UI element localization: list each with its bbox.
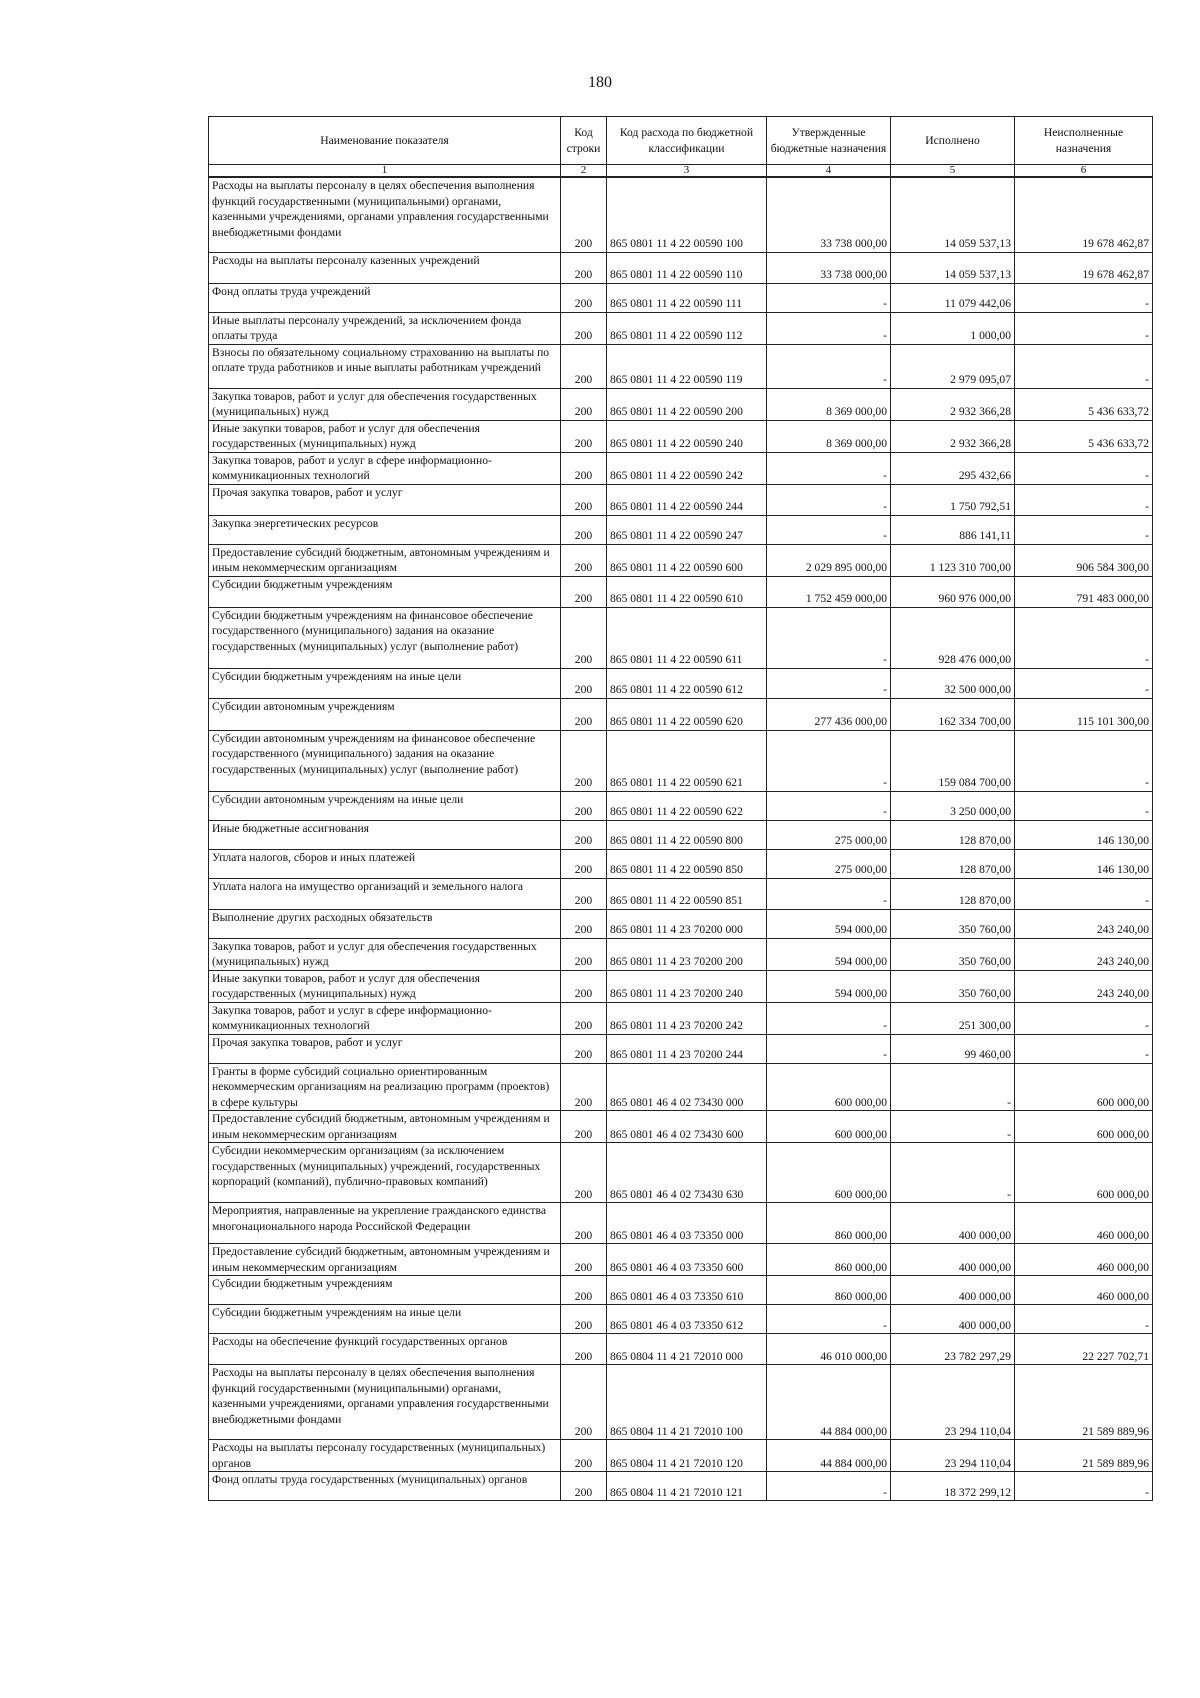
row-unexecuted-amount: 243 240,00 — [1015, 970, 1153, 1002]
row-indicator-name: Фонд оплаты труда учреждений — [209, 283, 561, 312]
header-line-code: Код строки — [561, 117, 607, 165]
row-expense-code: 865 0801 11 4 23 70200 200 — [607, 938, 767, 970]
row-approved-amount: - — [767, 1002, 891, 1034]
row-expense-code: 865 0801 46 4 03 73350 600 — [607, 1244, 767, 1276]
row-line-code: 200 — [561, 177, 607, 252]
row-expense-code: 865 0801 11 4 22 00590 610 — [607, 576, 767, 607]
row-unexecuted-amount: - — [1015, 1002, 1153, 1034]
row-expense-code: 865 0801 11 4 23 70200 000 — [607, 909, 767, 938]
row-line-code: 200 — [561, 252, 607, 283]
table-row — [209, 791, 1153, 820]
row-expense-code: 865 0801 11 4 22 00590 620 — [607, 698, 767, 730]
row-indicator-name: Субсидии автономным учреждениям на иные цели — [209, 791, 561, 820]
row-approved-amount: 594 000,00 — [767, 970, 891, 1002]
row-executed-amount: 1 123 310 700,00 — [891, 544, 1015, 576]
row-approved-amount: - — [767, 730, 891, 791]
row-expense-code: 865 0801 11 4 22 00590 611 — [607, 607, 767, 668]
table-row — [209, 698, 1153, 730]
table-row — [209, 576, 1153, 607]
row-unexecuted-amount: 460 000,00 — [1015, 1203, 1153, 1244]
row-approved-amount: 44 884 000,00 — [767, 1365, 891, 1440]
row-unexecuted-amount: - — [1015, 878, 1153, 909]
row-executed-amount: - — [891, 1111, 1015, 1143]
row-approved-amount: 8 369 000,00 — [767, 388, 891, 420]
row-line-code: 200 — [561, 1276, 607, 1305]
row-executed-amount: 128 870,00 — [891, 878, 1015, 909]
row-approved-amount: - — [767, 607, 891, 668]
row-approved-amount: - — [767, 515, 891, 544]
header-indicator-name: Наименование показателя — [209, 117, 561, 165]
row-expense-code: 865 0801 11 4 22 00590 100 — [607, 177, 767, 252]
row-line-code: 200 — [561, 484, 607, 515]
row-executed-amount: 14 059 537,13 — [891, 177, 1015, 252]
row-unexecuted-amount: 5 436 633,72 — [1015, 420, 1153, 452]
row-indicator-name: Предоставление субсидий бюджетным, автономным учреждениям и иным некоммерческим организациям — [209, 1111, 561, 1143]
row-expense-code: 865 0804 11 4 21 72010 100 — [607, 1365, 767, 1440]
row-unexecuted-amount: 21 589 889,96 — [1015, 1440, 1153, 1472]
row-expense-code: 865 0801 11 4 23 70200 244 — [607, 1034, 767, 1063]
row-line-code: 200 — [561, 1472, 607, 1501]
row-executed-amount: 350 760,00 — [891, 938, 1015, 970]
row-indicator-name: Выполнение других расходных обязательств — [209, 909, 561, 938]
table-row — [209, 177, 1153, 252]
row-expense-code: 865 0801 46 4 02 73430 630 — [607, 1143, 767, 1203]
row-line-code: 200 — [561, 344, 607, 388]
table-row — [209, 420, 1153, 452]
row-executed-amount: 128 870,00 — [891, 849, 1015, 878]
table-row — [209, 668, 1153, 698]
row-approved-amount: 33 738 000,00 — [767, 177, 891, 252]
row-expense-code: 865 0801 11 4 22 00590 200 — [607, 388, 767, 420]
row-approved-amount: 44 884 000,00 — [767, 1440, 891, 1472]
row-executed-amount: 400 000,00 — [891, 1244, 1015, 1276]
table-row — [209, 938, 1153, 970]
row-expense-code: 865 0801 11 4 22 00590 622 — [607, 791, 767, 820]
row-approved-amount: - — [767, 878, 891, 909]
row-approved-amount: 860 000,00 — [767, 1276, 891, 1305]
row-unexecuted-amount: 21 589 889,96 — [1015, 1365, 1153, 1440]
row-unexecuted-amount: 600 000,00 — [1015, 1063, 1153, 1111]
table-row — [209, 388, 1153, 420]
row-unexecuted-amount: 460 000,00 — [1015, 1244, 1153, 1276]
table-row — [209, 1440, 1153, 1472]
row-indicator-name: Прочая закупка товаров, работ и услуг — [209, 1034, 561, 1063]
row-approved-amount: 860 000,00 — [767, 1244, 891, 1276]
row-expense-code: 865 0801 11 4 23 70200 240 — [607, 970, 767, 1002]
table-row — [209, 1305, 1153, 1334]
table-row — [209, 878, 1153, 909]
row-executed-amount: 350 760,00 — [891, 970, 1015, 1002]
table-row — [209, 1244, 1153, 1276]
row-approved-amount: 594 000,00 — [767, 909, 891, 938]
row-indicator-name: Субсидии бюджетным учреждениям на иные цели — [209, 1305, 561, 1334]
header-executed: Исполнено — [891, 117, 1015, 165]
row-expense-code: 865 0801 11 4 22 00590 112 — [607, 312, 767, 344]
row-unexecuted-amount: - — [1015, 730, 1153, 791]
row-line-code: 200 — [561, 878, 607, 909]
table-row — [209, 1063, 1153, 1111]
row-approved-amount: 8 369 000,00 — [767, 420, 891, 452]
row-line-code: 200 — [561, 576, 607, 607]
row-approved-amount: - — [767, 312, 891, 344]
row-approved-amount: - — [767, 668, 891, 698]
row-indicator-name: Субсидии бюджетным учреждениям — [209, 1276, 561, 1305]
row-approved-amount: - — [767, 344, 891, 388]
row-executed-amount: 14 059 537,13 — [891, 252, 1015, 283]
row-indicator-name: Фонд оплаты труда государственных (муниципальных) органов — [209, 1472, 561, 1501]
row-unexecuted-amount: 600 000,00 — [1015, 1143, 1153, 1203]
row-indicator-name: Закупка энергетических ресурсов — [209, 515, 561, 544]
row-approved-amount: - — [767, 452, 891, 484]
row-indicator-name: Закупка товаров, работ и услуг в сфере информационно-коммуникационных технологий — [209, 1002, 561, 1034]
row-expense-code: 865 0801 11 4 22 00590 800 — [607, 820, 767, 849]
table-row — [209, 1276, 1153, 1305]
row-indicator-name: Расходы на выплаты персоналу в целях обеспечения выполнения функций государственными (муниципальными) органами, казенными учреждениями, органами управления государственными внебюджетными фондами — [209, 1365, 561, 1440]
row-unexecuted-amount: - — [1015, 312, 1153, 344]
row-indicator-name: Уплата налогов, сборов и иных платежей — [209, 849, 561, 878]
row-expense-code: 865 0804 11 4 21 72010 120 — [607, 1440, 767, 1472]
row-unexecuted-amount: - — [1015, 484, 1153, 515]
row-unexecuted-amount: - — [1015, 1034, 1153, 1063]
row-executed-amount: 1 000,00 — [891, 312, 1015, 344]
column-number-row — [209, 165, 1153, 178]
row-indicator-name: Прочая закупка товаров, работ и услуг — [209, 484, 561, 515]
row-expense-code: 865 0801 11 4 22 00590 242 — [607, 452, 767, 484]
table-row — [209, 312, 1153, 344]
row-executed-amount: 23 782 297,29 — [891, 1334, 1015, 1365]
row-executed-amount: 400 000,00 — [891, 1203, 1015, 1244]
row-line-code: 200 — [561, 515, 607, 544]
column-number: 6 — [1015, 165, 1153, 178]
row-indicator-name: Расходы на выплаты персоналу в целях обеспечения выполнения функций государственными (муниципальными) органами, казенными учреждениями, органами управления государственными внебюджетными фондами — [209, 177, 561, 252]
column-number: 1 — [209, 165, 561, 178]
row-approved-amount: 600 000,00 — [767, 1063, 891, 1111]
row-approved-amount: - — [767, 1472, 891, 1501]
row-line-code: 200 — [561, 312, 607, 344]
row-unexecuted-amount: - — [1015, 791, 1153, 820]
row-unexecuted-amount: 115 101 300,00 — [1015, 698, 1153, 730]
row-indicator-name: Закупка товаров, работ и услуг в сфере информационно-коммуникационных технологий — [209, 452, 561, 484]
row-indicator-name: Расходы на обеспечение функций государственных органов — [209, 1334, 561, 1365]
row-unexecuted-amount: 243 240,00 — [1015, 938, 1153, 970]
table-row — [209, 820, 1153, 849]
row-indicator-name: Закупка товаров, работ и услуг для обеспечения государственных (муниципальных) нужд — [209, 388, 561, 420]
header-unexecuted: Неисполненные назначения — [1015, 117, 1153, 165]
row-unexecuted-amount: 146 130,00 — [1015, 849, 1153, 878]
table-row — [209, 544, 1153, 576]
row-executed-amount: 928 476 000,00 — [891, 607, 1015, 668]
row-executed-amount: 960 976 000,00 — [891, 576, 1015, 607]
table-row — [209, 1365, 1153, 1440]
row-executed-amount: 2 932 366,28 — [891, 420, 1015, 452]
row-line-code: 200 — [561, 544, 607, 576]
row-approved-amount: - — [767, 484, 891, 515]
row-indicator-name: Расходы на выплаты персоналу государственных (муниципальных) органов — [209, 1440, 561, 1472]
row-unexecuted-amount: - — [1015, 1305, 1153, 1334]
row-unexecuted-amount: 600 000,00 — [1015, 1111, 1153, 1143]
row-indicator-name: Гранты в форме субсидий социально ориентированным некоммерческим организациям на реализацию программ (проектов) в сфере культуры — [209, 1063, 561, 1111]
row-line-code: 200 — [561, 1063, 607, 1111]
row-expense-code: 865 0801 11 4 22 00590 621 — [607, 730, 767, 791]
row-approved-amount: - — [767, 1034, 891, 1063]
page-number: 180 — [588, 74, 612, 91]
row-approved-amount: 277 436 000,00 — [767, 698, 891, 730]
row-executed-amount: 23 294 110,04 — [891, 1365, 1015, 1440]
row-unexecuted-amount: 19 678 462,87 — [1015, 252, 1153, 283]
row-unexecuted-amount: - — [1015, 1472, 1153, 1501]
row-approved-amount: - — [767, 283, 891, 312]
table-row — [209, 730, 1153, 791]
row-line-code: 200 — [561, 1143, 607, 1203]
row-line-code: 200 — [561, 698, 607, 730]
row-expense-code: 865 0801 11 4 22 00590 247 — [607, 515, 767, 544]
row-executed-amount: 159 084 700,00 — [891, 730, 1015, 791]
row-executed-amount: 2 979 095,07 — [891, 344, 1015, 388]
row-executed-amount: 162 334 700,00 — [891, 698, 1015, 730]
column-number: 3 — [607, 165, 767, 178]
row-unexecuted-amount: - — [1015, 283, 1153, 312]
budget-execution-table — [208, 116, 1153, 1501]
row-approved-amount: 275 000,00 — [767, 849, 891, 878]
header-row — [209, 117, 1153, 165]
row-indicator-name: Расходы на выплаты персоналу казенных учреждений — [209, 252, 561, 283]
row-line-code: 200 — [561, 1440, 607, 1472]
table-row — [209, 252, 1153, 283]
row-expense-code: 865 0801 46 4 02 73430 000 — [607, 1063, 767, 1111]
row-line-code: 200 — [561, 849, 607, 878]
row-line-code: 200 — [561, 1111, 607, 1143]
column-number: 5 — [891, 165, 1015, 178]
row-approved-amount: - — [767, 791, 891, 820]
row-executed-amount: 11 079 442,06 — [891, 283, 1015, 312]
row-indicator-name: Субсидии автономным учреждениям на финансовое обеспечение государственного (муниципального) задания на оказание государственных (муниципальных) услуг (выполнение работ) — [209, 730, 561, 791]
row-expense-code: 865 0801 11 4 22 00590 244 — [607, 484, 767, 515]
row-unexecuted-amount: 243 240,00 — [1015, 909, 1153, 938]
row-line-code: 200 — [561, 283, 607, 312]
row-expense-code: 865 0801 11 4 23 70200 242 — [607, 1002, 767, 1034]
row-line-code: 200 — [561, 1305, 607, 1334]
row-unexecuted-amount: 146 130,00 — [1015, 820, 1153, 849]
row-executed-amount: 23 294 110,04 — [891, 1440, 1015, 1472]
table-row — [209, 970, 1153, 1002]
row-expense-code: 865 0801 46 4 03 73350 000 — [607, 1203, 767, 1244]
row-indicator-name: Взносы по обязательному социальному страхованию на выплаты по оплате труда работников и иные выплаты работникам учреждений — [209, 344, 561, 388]
row-line-code: 200 — [561, 909, 607, 938]
row-executed-amount: 3 250 000,00 — [891, 791, 1015, 820]
row-expense-code: 865 0804 11 4 21 72010 000 — [607, 1334, 767, 1365]
row-line-code: 200 — [561, 970, 607, 1002]
row-line-code: 200 — [561, 1034, 607, 1063]
row-line-code: 200 — [561, 668, 607, 698]
table-row — [209, 1472, 1153, 1501]
row-indicator-name: Предоставление субсидий бюджетным, автономным учреждениям и иным некоммерческим организациям — [209, 1244, 561, 1276]
row-indicator-name: Иные закупки товаров, работ и услуг для обеспечения государственных (муниципальных) нужд — [209, 970, 561, 1002]
row-indicator-name: Субсидии бюджетным учреждениям — [209, 576, 561, 607]
row-expense-code: 865 0801 46 4 03 73350 612 — [607, 1305, 767, 1334]
table-row — [209, 607, 1153, 668]
row-unexecuted-amount: 19 678 462,87 — [1015, 177, 1153, 252]
row-approved-amount: 2 029 895 000,00 — [767, 544, 891, 576]
row-unexecuted-amount: - — [1015, 452, 1153, 484]
row-indicator-name: Субсидии бюджетным учреждениям на иные цели — [209, 668, 561, 698]
table-row — [209, 849, 1153, 878]
row-indicator-name: Закупка товаров, работ и услуг для обеспечения государственных (муниципальных) нужд — [209, 938, 561, 970]
column-number: 2 — [561, 165, 607, 178]
table-row — [209, 1203, 1153, 1244]
table-row — [209, 515, 1153, 544]
row-executed-amount: - — [891, 1143, 1015, 1203]
row-unexecuted-amount: 460 000,00 — [1015, 1276, 1153, 1305]
row-expense-code: 865 0801 11 4 22 00590 850 — [607, 849, 767, 878]
row-unexecuted-amount: 791 483 000,00 — [1015, 576, 1153, 607]
row-executed-amount: 1 750 792,51 — [891, 484, 1015, 515]
table-row — [209, 1002, 1153, 1034]
row-executed-amount: 295 432,66 — [891, 452, 1015, 484]
row-expense-code: 865 0804 11 4 21 72010 121 — [607, 1472, 767, 1501]
row-indicator-name: Предоставление субсидий бюджетным, автономным учреждениям и иным некоммерческим организациям — [209, 544, 561, 576]
row-indicator-name: Субсидии некоммерческим организациям (за исключением государственных (муниципальных) учреждений, государственных корпораций (компаний), публично-правовых компаний) — [209, 1143, 561, 1203]
row-executed-amount: 886 141,11 — [891, 515, 1015, 544]
row-executed-amount: 99 460,00 — [891, 1034, 1015, 1063]
row-line-code: 200 — [561, 1203, 607, 1244]
row-indicator-name: Субсидии бюджетным учреждениям на финансовое обеспечение государственного (муниципального) задания на оказание государственных (муниципальных) услуг (выполнение работ) — [209, 607, 561, 668]
row-expense-code: 865 0801 11 4 22 00590 851 — [607, 878, 767, 909]
row-approved-amount: 275 000,00 — [767, 820, 891, 849]
row-expense-code: 865 0801 11 4 22 00590 600 — [607, 544, 767, 576]
table-row — [209, 1334, 1153, 1365]
row-indicator-name: Иные выплаты персоналу учреждений, за исключением фонда оплаты труда — [209, 312, 561, 344]
row-line-code: 200 — [561, 420, 607, 452]
row-executed-amount: 400 000,00 — [891, 1276, 1015, 1305]
row-approved-amount: 600 000,00 — [767, 1111, 891, 1143]
table-row — [209, 1143, 1153, 1203]
row-line-code: 200 — [561, 1334, 607, 1365]
row-line-code: 200 — [561, 1365, 607, 1440]
header-approved: Утвержденные бюджетные назначения — [767, 117, 891, 165]
row-line-code: 200 — [561, 607, 607, 668]
header-expense-code: Код расхода по бюджетной классификации — [607, 117, 767, 165]
row-unexecuted-amount: - — [1015, 668, 1153, 698]
row-executed-amount: 350 760,00 — [891, 909, 1015, 938]
row-line-code: 200 — [561, 452, 607, 484]
row-expense-code: 865 0801 46 4 03 73350 610 — [607, 1276, 767, 1305]
row-approved-amount: 594 000,00 — [767, 938, 891, 970]
row-approved-amount: - — [767, 1305, 891, 1334]
row-approved-amount: 46 010 000,00 — [767, 1334, 891, 1365]
table-row — [209, 452, 1153, 484]
table-row — [209, 1111, 1153, 1143]
row-executed-amount: 32 500 000,00 — [891, 668, 1015, 698]
row-line-code: 200 — [561, 1002, 607, 1034]
row-unexecuted-amount: - — [1015, 607, 1153, 668]
row-line-code: 200 — [561, 791, 607, 820]
row-expense-code: 865 0801 11 4 22 00590 612 — [607, 668, 767, 698]
row-indicator-name: Иные закупки товаров, работ и услуг для обеспечения государственных (муниципальных) нужд — [209, 420, 561, 452]
column-number: 4 — [767, 165, 891, 178]
row-expense-code: 865 0801 11 4 22 00590 111 — [607, 283, 767, 312]
row-line-code: 200 — [561, 820, 607, 849]
row-executed-amount: 128 870,00 — [891, 820, 1015, 849]
row-executed-amount: 2 932 366,28 — [891, 388, 1015, 420]
row-line-code: 200 — [561, 388, 607, 420]
row-unexecuted-amount: 906 584 300,00 — [1015, 544, 1153, 576]
row-approved-amount: 33 738 000,00 — [767, 252, 891, 283]
table-row — [209, 909, 1153, 938]
row-indicator-name: Иные бюджетные ассигнования — [209, 820, 561, 849]
row-executed-amount: - — [891, 1063, 1015, 1111]
row-approved-amount: 1 752 459 000,00 — [767, 576, 891, 607]
row-approved-amount: 860 000,00 — [767, 1203, 891, 1244]
table-row — [209, 1034, 1153, 1063]
row-line-code: 200 — [561, 730, 607, 791]
row-indicator-name: Уплата налога на имущество организаций и земельного налога — [209, 878, 561, 909]
row-expense-code: 865 0801 11 4 22 00590 110 — [607, 252, 767, 283]
row-expense-code: 865 0801 46 4 02 73430 600 — [607, 1111, 767, 1143]
row-executed-amount: 400 000,00 — [891, 1305, 1015, 1334]
row-approved-amount: 600 000,00 — [767, 1143, 891, 1203]
row-executed-amount: 251 300,00 — [891, 1002, 1015, 1034]
row-indicator-name: Мероприятия, направленные на укрепление гражданского единства многонационального народа Российской Федерации — [209, 1203, 561, 1244]
row-expense-code: 865 0801 11 4 22 00590 240 — [607, 420, 767, 452]
row-unexecuted-amount: - — [1015, 344, 1153, 388]
row-unexecuted-amount: 22 227 702,71 — [1015, 1334, 1153, 1365]
row-unexecuted-amount: 5 436 633,72 — [1015, 388, 1153, 420]
row-line-code: 200 — [561, 938, 607, 970]
row-unexecuted-amount: - — [1015, 515, 1153, 544]
row-expense-code: 865 0801 11 4 22 00590 119 — [607, 344, 767, 388]
table-row — [209, 484, 1153, 515]
row-indicator-name: Субсидии автономным учреждениям — [209, 698, 561, 730]
table-row — [209, 344, 1153, 388]
row-executed-amount: 18 372 299,12 — [891, 1472, 1015, 1501]
row-line-code: 200 — [561, 1244, 607, 1276]
table-row — [209, 283, 1153, 312]
